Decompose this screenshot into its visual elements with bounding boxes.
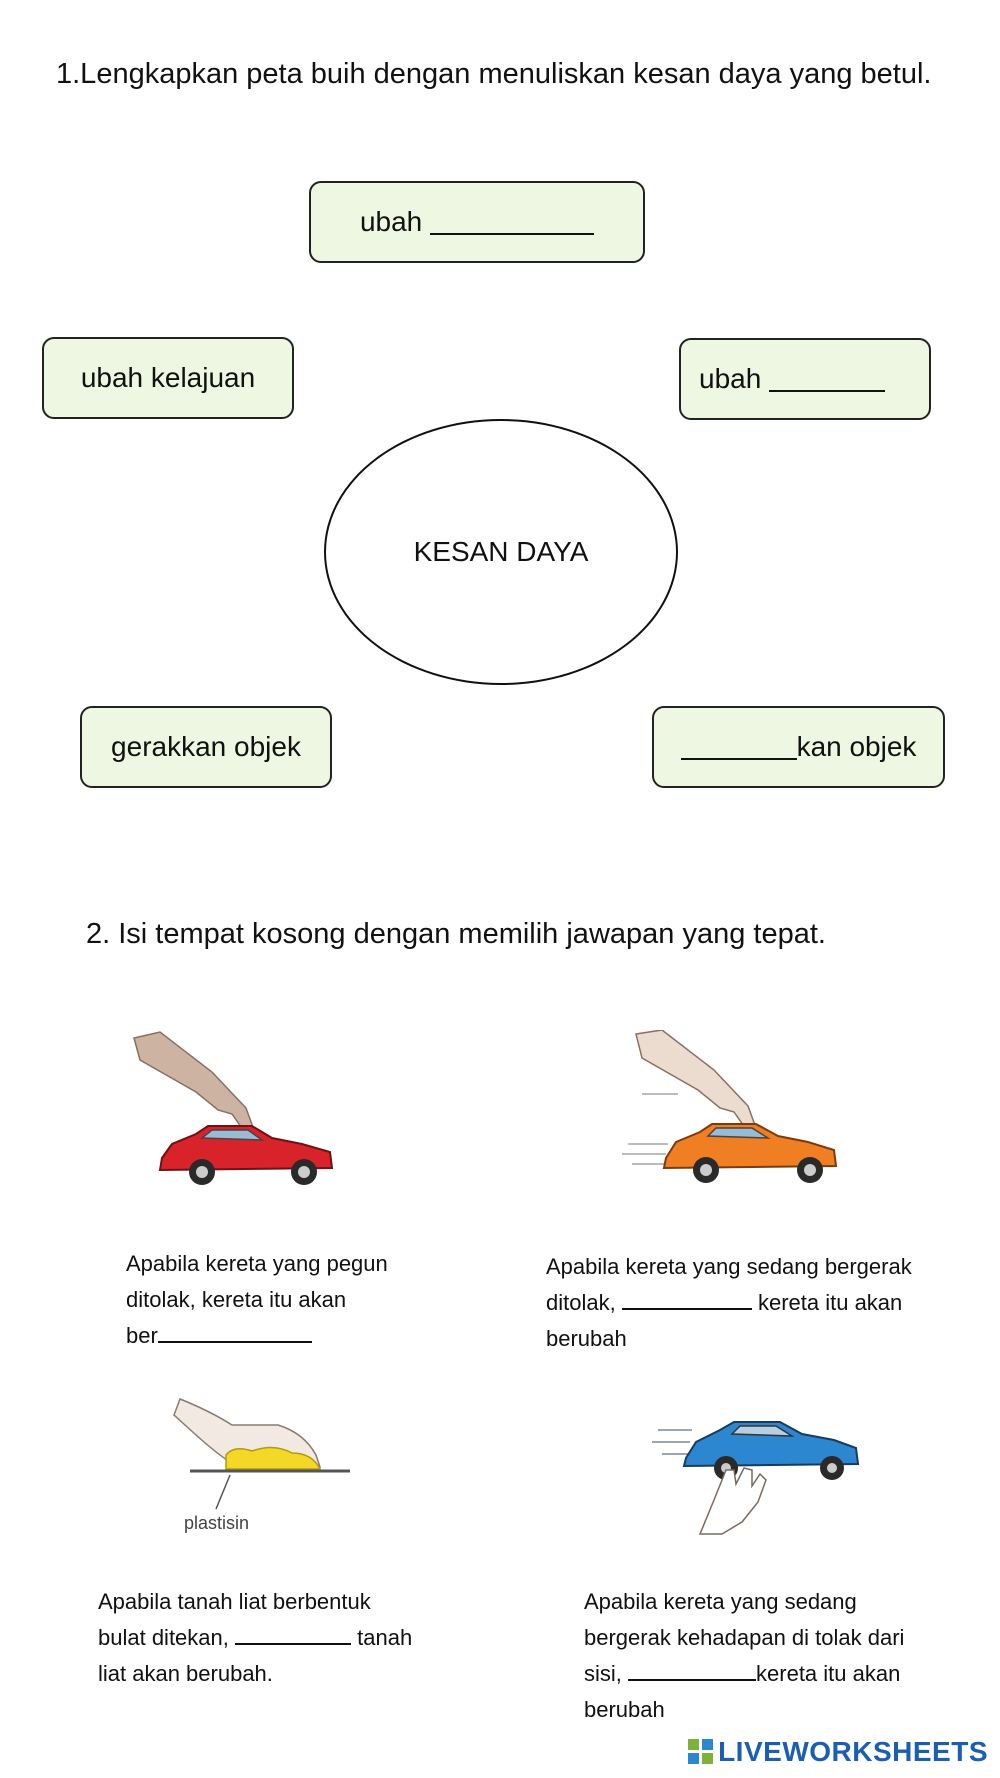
bubble-center-label: KESAN DAYA (413, 536, 589, 567)
hand-press-plasticine-icon (170, 1395, 360, 1545)
item-1-blank[interactable] (158, 1323, 312, 1343)
bubble-bottom-right-blank[interactable] (681, 734, 797, 760)
bubble-top-label: ubah (359, 206, 423, 237)
liveworksheets-logo-icon (688, 1739, 714, 1765)
bubble-right[interactable] (679, 338, 931, 420)
question-2-title: 2. Isi tempat kosong dengan memilih jawapan yang tepat. (86, 918, 826, 950)
liveworksheets-logo[interactable] (688, 1736, 988, 1768)
hand-push-red-car-icon (120, 1030, 340, 1200)
bubble-bottom-right-label: kan objek (796, 731, 917, 762)
item-4-blank[interactable] (628, 1661, 756, 1681)
bubble-top-blank[interactable] (430, 209, 594, 235)
bubble-right-label: ubah (699, 363, 762, 394)
bubble-top[interactable] (309, 181, 645, 263)
bubble-left-label: ubah kelajuan (80, 362, 256, 393)
bubble-bottom-right[interactable] (652, 706, 945, 788)
question-1-title: 1.Lengkapkan peta buih dengan menuliskan kesan daya yang betul. (56, 58, 932, 90)
item-4-text: Apabila kereta yang sedang bergerak kehadapan di tolak dari sisi, kereta itu akan berubah (584, 1589, 905, 1722)
item-3-text: Apabila tanah liat berbentuk bulat ditekan, tanah liat akan berubah. (98, 1589, 413, 1686)
plasticine-label: plastisin (184, 1513, 250, 1533)
item-2-text: Apabila kereta yang sedang bergerak ditolak, kereta itu akan berubah (546, 1254, 912, 1351)
liveworksheets-logo-text: LIVEWORKSHEETS (718, 1736, 988, 1767)
item-2-blank[interactable] (622, 1290, 752, 1310)
item-1-text: Apabila kereta yang pegun ditolak, kereta itu akan ber (126, 1251, 388, 1348)
item-3-blank[interactable] (235, 1625, 351, 1645)
hand-push-blue-car-icon (652, 1396, 862, 1536)
bubble-center (324, 419, 678, 685)
hand-push-orange-car-icon (622, 1030, 842, 1200)
bubble-right-blank[interactable] (769, 366, 885, 392)
bubble-left (42, 337, 294, 419)
bubble-bottom-left-label: gerakkan objek (111, 731, 301, 762)
bubble-bottom-left (80, 706, 332, 788)
